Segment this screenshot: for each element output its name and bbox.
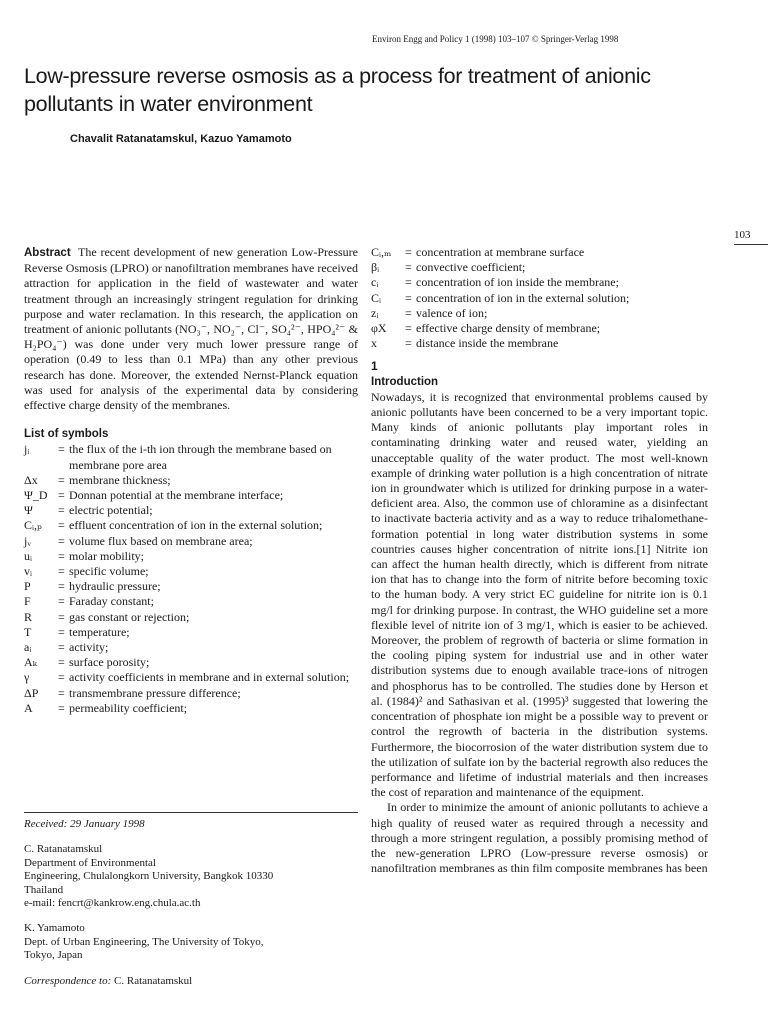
symbol-row bbox=[24, 670, 358, 685]
symbol-equals: = bbox=[405, 321, 412, 336]
correspondence bbox=[24, 975, 358, 988]
abstract-heading: Abstract bbox=[24, 247, 71, 259]
symbol-definition: molar mobility; bbox=[69, 548, 144, 563]
symbol-row bbox=[24, 549, 358, 564]
symbol-equals: = bbox=[58, 609, 65, 624]
symbol-row bbox=[371, 275, 708, 290]
symbol-row bbox=[24, 625, 358, 640]
symbols-list-left bbox=[24, 442, 358, 716]
symbol-equals: = bbox=[58, 670, 65, 685]
symbol-definition: concentration of ion inside the membrane; bbox=[416, 275, 619, 290]
symbol-definition: temperature; bbox=[69, 624, 130, 639]
symbol-row bbox=[24, 534, 358, 549]
symbol-term: P bbox=[24, 579, 31, 594]
symbol-definition: activity; bbox=[69, 640, 109, 655]
page-number-rule bbox=[734, 244, 768, 245]
symbol-row bbox=[371, 291, 708, 306]
symbol-row bbox=[24, 640, 358, 655]
symbol-equals: = bbox=[58, 564, 65, 579]
symbol-row bbox=[371, 306, 708, 321]
symbol-equals: = bbox=[58, 548, 65, 563]
symbol-definition: activity coefficients in membrane and in external solution; bbox=[69, 670, 350, 685]
author2-city: Tokyo, Japan bbox=[24, 949, 83, 962]
symbol-term: vᵢ bbox=[24, 564, 32, 579]
symbol-equals: = bbox=[58, 655, 65, 670]
symbol-definition: volume flux based on membrane area; bbox=[69, 533, 253, 548]
symbol-definition: surface porosity; bbox=[69, 655, 150, 670]
symbol-equals: = bbox=[405, 305, 412, 320]
correspondence-name: C. Ratanatamskul bbox=[114, 974, 193, 987]
symbol-definition: convective coefficient; bbox=[416, 260, 526, 275]
symbol-row bbox=[371, 321, 708, 336]
symbol-row bbox=[24, 686, 358, 701]
author1-email[interactable]: e-mail: fencrt@kankrow.eng.chula.ac.th bbox=[24, 897, 201, 910]
symbol-definition: the flux of the i-th ion through the membrane based on membrane pore area bbox=[69, 442, 332, 472]
symbol-equals: = bbox=[58, 518, 65, 533]
symbol-row bbox=[371, 336, 708, 351]
symbol-term: T bbox=[24, 624, 32, 639]
symbol-row bbox=[24, 518, 358, 533]
symbol-term: aᵢ bbox=[24, 640, 32, 655]
symbol-equals: = bbox=[58, 624, 65, 639]
symbol-row bbox=[24, 442, 358, 472]
symbol-row bbox=[24, 610, 358, 625]
symbol-term: Aₖ bbox=[24, 655, 38, 670]
symbol-term: cᵢ bbox=[371, 275, 379, 290]
symbol-term: ΔP bbox=[24, 685, 39, 700]
symbol-equals: = bbox=[58, 472, 65, 487]
symbol-equals: = bbox=[405, 336, 412, 351]
symbol-equals: = bbox=[58, 442, 65, 457]
author2-name: K. Yamamoto bbox=[24, 922, 85, 935]
symbol-row bbox=[24, 564, 358, 579]
symbol-row bbox=[371, 245, 708, 260]
symbol-definition: membrane thickness; bbox=[69, 472, 171, 487]
section-title: Introduction bbox=[371, 375, 439, 388]
journal-citation: Environ Engg and Policy 1 (1998) 103–107 © Springer-Verlag 1998 bbox=[372, 34, 619, 44]
symbol-term: x bbox=[371, 336, 377, 351]
symbol-definition: effective charge density of membrane; bbox=[416, 321, 601, 336]
footnote bbox=[24, 818, 358, 988]
symbol-definition: Faraday constant; bbox=[69, 594, 154, 609]
symbols-list-right bbox=[371, 245, 708, 351]
symbol-definition: effluent concentration of ion in the external solution; bbox=[69, 518, 323, 533]
page-number: 103 bbox=[734, 229, 751, 241]
symbol-row bbox=[24, 579, 358, 594]
received-date: Received: 29 January 1998 bbox=[24, 818, 145, 830]
symbol-term: Cᵢ,ₘ bbox=[371, 245, 392, 259]
symbol-definition: electric potential; bbox=[69, 503, 153, 518]
footnote-rule bbox=[24, 812, 358, 813]
symbol-definition: Donnan potential at the membrane interface; bbox=[69, 488, 284, 503]
symbol-definition: transmembrane pressure difference; bbox=[69, 685, 241, 700]
symbol-row bbox=[24, 655, 358, 670]
symbol-row bbox=[371, 260, 708, 275]
symbol-term: R bbox=[24, 609, 33, 624]
author1-country: Thailand bbox=[24, 883, 64, 896]
abstract-text: The recent development of new generation Low-Pressure Reverse Osmosis (LPRO) or nanofiltration membranes have received attraction for application in the field of wastewater and water treatment through an increasingly stringent regulation for drinking purpose and water reclamation. In this research, the application on treatment of anionic pollutants (NO₃⁻, NO₂⁻, Cl⁻, SO₄²⁻, HPO₄²⁻ & H₂PO₄⁻) was done under very much lower pressure range of operation (0.49 to less than 0.1 MPa) than any other previous research has done. Moreover, the extended Nernst-Planck equation was used for analysis of the experimental data by considering effective charge density of the membranes. bbox=[24, 245, 358, 413]
symbol-term: F bbox=[24, 594, 31, 609]
symbol-equals: = bbox=[405, 290, 412, 305]
symbols-heading: List of symbols bbox=[24, 428, 109, 441]
section-number: 1 bbox=[371, 359, 378, 374]
author1-institution: Engineering, Chulalongkorn University, Bangkok 10330 bbox=[24, 870, 274, 883]
intro-paragraph-2: In order to minimize the amount of anionic pollutants to achieve a high quality of reused water as required through a necessity and through a more stringent regulation, a possibly promising method of the new-generation LPRO (Low-pressure reverse osmosis) or nanofiltration membranes as thin film composite membranes has been bbox=[371, 800, 708, 876]
symbol-equals: = bbox=[58, 640, 65, 655]
symbol-definition: concentration at membrane surface bbox=[416, 245, 585, 259]
author1-dept: Department of Environmental bbox=[24, 856, 156, 869]
symbol-row bbox=[24, 594, 358, 609]
symbol-term: Cᵢ bbox=[371, 290, 381, 305]
right-column bbox=[371, 245, 708, 876]
symbol-equals: = bbox=[58, 594, 65, 609]
symbol-equals: = bbox=[58, 533, 65, 548]
abstract bbox=[24, 245, 358, 413]
symbol-term: Ψ_D bbox=[24, 488, 48, 503]
symbol-term: jᵥ bbox=[24, 533, 31, 548]
symbol-term: Cᵢ,ₚ bbox=[24, 518, 42, 533]
symbol-term: γ bbox=[24, 670, 30, 685]
author1-name: C. Ratanatamskul bbox=[24, 843, 103, 856]
article-authors: Chavalit Ratanatamskul, Kazuo Yamamoto bbox=[70, 133, 292, 145]
symbol-row bbox=[24, 473, 358, 488]
symbol-equals: = bbox=[405, 245, 412, 259]
symbol-equals: = bbox=[58, 488, 65, 503]
intro-paragraph-1: Nowadays, it is recognized that environmental problems caused by anionic pollutants have been concerned to be a very important topic. Many kinds of anionic pollutants play important roles in contaminating drinking water and reused water, yielding an unacceptable quality of the water product. The most well-known example of drinking water pollution is a high concentration of nitrate ion in groundwater which is utilized for drinking purpose in a water-deficient area. Also, the common use of chloramine as a disinfectant to inactivate bacteria activity and as a way to reduce trihalomethane-formation potential in long water distribution systems in some countries causes higher concentration of nitrite ions.[1] Nitrite ion can affect the human health directly, which is different from nitrate ion that has to change into the form of nitrite before becoming toxic to the human body. A very strict EC guideline for nitrite ion is 0.1 mg/l for drinking purpose. In contrast, the WHO guideline set a more flexible level of nitrite ion of 3 mg/1, which is easier to be achieved. Moreover, the problem of regrowth of bacteria or slime formation in the cooling piping system for industrial use and in other water distribution systems due to enough available trace-ions of nitrogen and phosphorus has to be controlled. The studies done by Herson et al. (1984)² and Sathasivan et al. (1995)³ suggested that lowering the concentration of phosphate ion might be a possible way to prevent or control the regrowth of bacteria in the distribution systems. Furthermore, the biocorrosion of the water distribution system due to the utilization of sulfate ion by the bacterial regrowth also reduces the performance and lifetime of industrial materials and then increases the cost of reparation and maintenance of the equipment. bbox=[371, 389, 708, 800]
symbol-definition: specific volume; bbox=[69, 564, 149, 579]
symbol-equals: = bbox=[58, 503, 65, 518]
symbol-term: φX bbox=[371, 321, 387, 336]
symbol-term: βᵢ bbox=[371, 260, 380, 275]
symbol-equals: = bbox=[58, 700, 65, 715]
symbol-equals: = bbox=[58, 579, 65, 594]
symbol-term: jᵢ bbox=[24, 442, 30, 457]
symbol-term: Ψ bbox=[24, 503, 33, 518]
symbol-definition: gas constant or rejection; bbox=[69, 609, 190, 624]
symbol-definition: hydraulic pressure; bbox=[69, 579, 161, 594]
symbol-term: A bbox=[24, 700, 33, 715]
symbol-row bbox=[24, 701, 358, 716]
symbol-definition: permeability coefficient; bbox=[69, 700, 188, 715]
symbol-equals: = bbox=[58, 685, 65, 700]
symbol-equals: = bbox=[405, 260, 412, 275]
symbol-equals: = bbox=[405, 275, 412, 290]
symbol-definition: valence of ion; bbox=[416, 305, 488, 320]
left-column bbox=[24, 245, 358, 716]
symbol-definition: distance inside the membrane bbox=[416, 336, 559, 351]
symbol-row bbox=[24, 488, 358, 503]
article-title: Low-pressure reverse osmosis as a process for treatment of anionic pollutants in water environment bbox=[24, 64, 651, 116]
correspondence-label: Correspondence to: bbox=[24, 974, 112, 987]
symbol-term: uᵢ bbox=[24, 548, 32, 563]
author2-dept: Dept. of Urban Engineering, The University of Tokyo, bbox=[24, 935, 264, 948]
symbol-term: Δx bbox=[24, 472, 38, 487]
symbol-term: zᵢ bbox=[371, 305, 379, 320]
symbol-definition: concentration of ion in the external solution; bbox=[416, 290, 630, 305]
symbol-row bbox=[24, 503, 358, 518]
